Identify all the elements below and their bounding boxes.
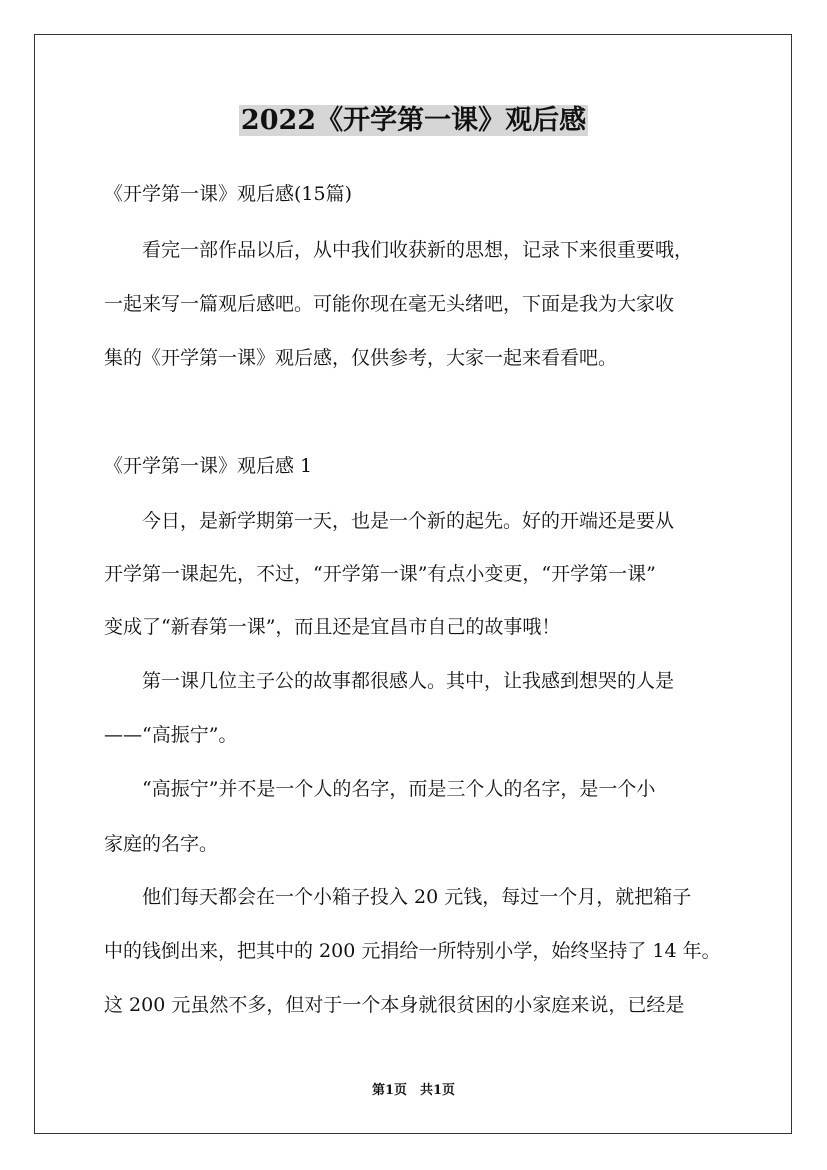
body-line: 中的钱倒出来，把其中的 200 元捐给一所特别小学，始终坚持了 14 年。 xyxy=(104,940,721,962)
body-line: 变成了“新春第一课”，而且还是宜昌市自己的故事哦！ xyxy=(104,616,561,638)
body-line: ——“高振宁”。 xyxy=(104,724,238,746)
body-line: 他们每天都会在一个小箱子投入 20 元钱，每过一个月，就把箱子 xyxy=(104,886,692,908)
intro-line: 看完一部作品以后，从中我们收获新的思想，记录下来很重要哦， xyxy=(104,239,694,261)
document-subtitle: 《开学第一课》观后感(15篇) xyxy=(104,183,353,205)
section-heading: 《开学第一课》观后感 1 xyxy=(104,455,313,477)
document-title-text: 2022《开学第一课》观后感 xyxy=(240,105,587,136)
body-line: “高振宁”并不是一个人的名字，而是三个人的名字，是一个小 xyxy=(104,778,656,800)
intro-line: 集的《开学第一课》观后感，仅供参考，大家一起来看看吧。 xyxy=(104,347,618,369)
body-line: 第一课几位主子公的故事都很感人。其中，让我感到想哭的人是 xyxy=(104,670,675,692)
body-line: 开学第一课起先，不过，“开学第一课”有点小变更，“开学第一课” xyxy=(104,563,656,585)
body-line: 今日，是新学期第一天，也是一个新的起先。好的开端还是要从 xyxy=(104,510,675,532)
page-footer: 第1页 共1页 xyxy=(371,1083,456,1098)
body-line: 家庭的名字。 xyxy=(104,833,219,855)
body-line: 这 200 元虽然不多，但对于一个本身就很贫困的小家庭来说，已经是 xyxy=(104,994,685,1016)
document-title xyxy=(0,101,827,141)
intro-line: 一起来写一篇观后感吧。可能你现在毫无头绪吧，下面是我为大家收 xyxy=(104,293,675,315)
